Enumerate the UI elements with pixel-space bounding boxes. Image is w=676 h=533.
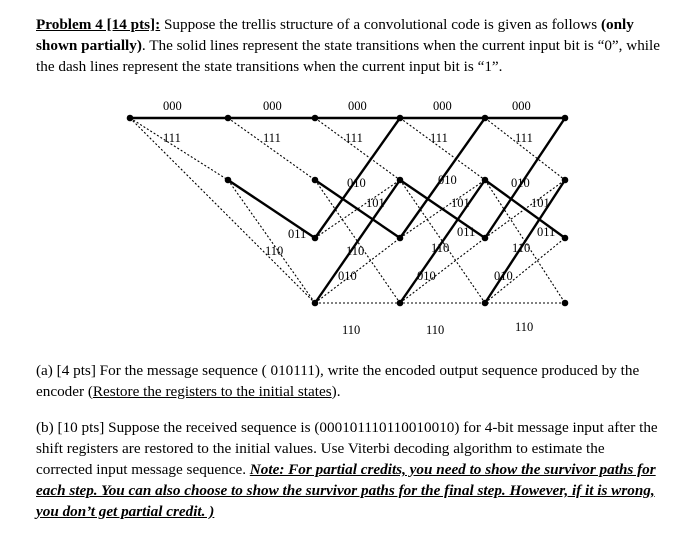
edge-dashed	[228, 180, 315, 303]
trellis-node	[562, 235, 569, 242]
trellis-node	[482, 235, 489, 242]
trellis-node	[562, 115, 569, 122]
trellis-node	[562, 177, 569, 184]
problem-intro-text-2: . The solid lines represent the state transitions when the current input bit is “0”, while the dash lines represent the state transitions when the current input bit is “1”.	[36, 37, 660, 75]
edge-label-000: 000	[263, 99, 282, 113]
edge-label-101: 101	[531, 196, 550, 210]
edge-label-111: 111	[263, 131, 281, 145]
edge-label-110: 110	[346, 244, 365, 258]
trellis-node	[397, 115, 404, 122]
trellis-node	[397, 177, 404, 184]
edge-label-010: 010	[494, 269, 513, 283]
edge-dashed	[315, 118, 400, 180]
trellis-labels	[163, 99, 555, 337]
part-b-text: (b) [10 pts] Suppose the received sequence is (000101110110010010) for 4-bit message input after the shift registers are restored to the initial values. Use Viterbi decoding algorithm to estimate the corrected input message sequence.	[36, 419, 658, 478]
trellis-node	[482, 115, 489, 122]
trellis-node	[127, 115, 134, 122]
part-a-text: (a) [4 pts] For the message sequence ( 010111), write the encoded output sequence produced by the encoder (	[36, 362, 640, 400]
edge-label-111: 111	[430, 131, 448, 145]
edge-label-110: 110	[426, 323, 445, 337]
edge-label-110: 110	[515, 320, 534, 334]
edge-dashed	[130, 118, 315, 303]
edge-label-011: 011	[288, 227, 307, 241]
edge-dashed	[130, 118, 228, 180]
edge-label-111: 111	[345, 131, 363, 145]
edge-label-010: 010	[347, 176, 366, 190]
trellis-node	[562, 300, 569, 307]
edge-label-000: 000	[433, 99, 452, 113]
part-b-note: Note: For partial credits, you need to show the survivor paths for each step. You can also choose to show the survivor paths for the final step. However, if it is wrong, you don’t get partial credit. )	[36, 461, 656, 520]
part-b	[36, 417, 660, 522]
edge-label-110: 110	[342, 323, 361, 337]
trellis-node	[397, 300, 404, 307]
edge-label-101: 101	[451, 196, 470, 210]
part-a-tail: ).	[331, 383, 341, 400]
trellis-node	[225, 115, 232, 122]
trellis-node	[482, 177, 489, 184]
edge-label-010: 010	[511, 176, 530, 190]
trellis-node	[312, 300, 319, 307]
edge-label-011: 011	[537, 225, 556, 239]
trellis-node	[312, 115, 319, 122]
edge-dashed	[485, 118, 565, 180]
edge-label-011: 011	[457, 225, 476, 239]
part-a-note: Restore the registers to the initial states	[92, 383, 332, 400]
trellis-node	[482, 300, 489, 307]
edge-label-111: 111	[163, 131, 181, 145]
edge-label-110: 110	[512, 241, 531, 255]
edge-label-000: 000	[512, 99, 531, 113]
edge-label-000: 000	[163, 99, 182, 113]
edge-label-110: 110	[265, 244, 284, 258]
trellis-node	[312, 177, 319, 184]
trellis-node	[225, 177, 232, 184]
edge-dashed	[400, 118, 485, 180]
problem-intro-bold: (only shown partially)	[36, 16, 634, 54]
edge-label-010: 010	[338, 269, 357, 283]
edge-label-111: 111	[515, 131, 533, 145]
edge-label-110: 110	[431, 241, 450, 255]
edge-label-010: 010	[417, 269, 436, 283]
edge-label-010: 010	[438, 173, 457, 187]
problem-intro-text: Suppose the trellis structure of a convolutional code is given as follows	[160, 16, 601, 33]
trellis-node	[312, 235, 319, 242]
edge-dashed	[228, 118, 315, 180]
part-a	[36, 360, 660, 402]
trellis-node	[397, 235, 404, 242]
edge-label-101: 101	[366, 196, 385, 210]
edge-label-000: 000	[348, 99, 367, 113]
edge-solid	[315, 180, 400, 303]
problem-heading: Problem 4 [14 pts]:	[36, 16, 161, 33]
